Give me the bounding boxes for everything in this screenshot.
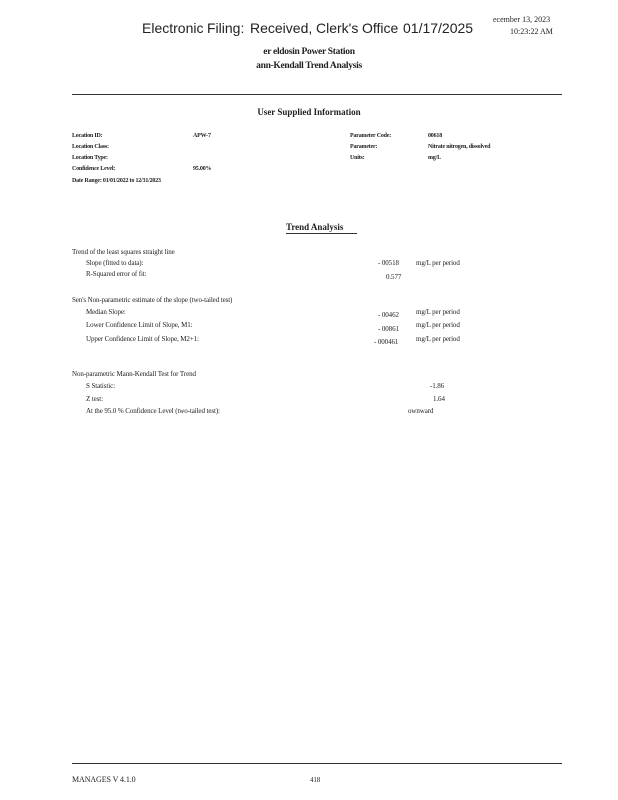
slope-units: mg/L per period [416, 259, 460, 267]
footer-rule [72, 763, 562, 764]
trend-result: ownward [408, 407, 434, 415]
slope-value: - 00518 [378, 259, 399, 267]
median-slope-units: mg/L per period [416, 308, 460, 316]
upper-limit-value: - 000461 [374, 338, 399, 346]
filing-stamp-word: Clerk's [316, 20, 359, 36]
software-version: MANAGES V 4.1.0 [72, 775, 136, 784]
median-slope-label: Median Slope: [86, 308, 126, 316]
header-rule [72, 94, 562, 95]
filing-stamp-word: Filing: [207, 20, 245, 36]
units-value: mg/L [428, 155, 441, 161]
lower-limit-label: Lower Confidence Limit of Slope, M1: [86, 321, 193, 329]
least-squares-heading: Trend of the least squares straight line [72, 248, 175, 256]
units-label: Units: [350, 155, 365, 161]
filing-stamp-date: 01/17/2025 [403, 20, 474, 36]
date-range: Date Range: 01/01/2022 to 12/31/2023 [72, 178, 161, 184]
report-time: 10:23:22 AM [510, 27, 553, 36]
upper-limit-label: Upper Confidence Limit of Slope, M2+1: [86, 335, 199, 343]
lower-limit-units: mg/L per period [416, 321, 460, 329]
report-title: er eldosin Power Station [263, 47, 355, 57]
filing-stamp-word: Office [362, 20, 399, 36]
location-class-label: Location Class: [72, 144, 109, 150]
sen-heading: Sen's Non-parametric estimate of the slope (two-tailed test) [72, 296, 233, 304]
report-subtitle: ann-Kendall Trend Analysis [256, 61, 362, 71]
filing-stamp-word: Electronic [142, 20, 204, 36]
lower-limit-value: - 00861 [378, 325, 399, 333]
confidence-label: Confidence Level: [72, 166, 116, 172]
confidence-value: 95.00% [193, 166, 212, 172]
z-test-label: Z test: [86, 395, 103, 403]
upper-limit-units: mg/L per period [416, 335, 460, 343]
param-code-value: 00618 [428, 133, 443, 139]
s-statistic-value: -1.86 [430, 382, 445, 390]
location-type-label: Location Type: [72, 155, 108, 161]
param-code-label: Parameter Code: [350, 133, 392, 139]
median-slope-value: - 00462 [378, 311, 399, 319]
report-date: ecember 13, 2023 [493, 15, 551, 24]
location-id-value: APW-7 [193, 133, 211, 139]
trend-analysis-title: Trend Analysis [286, 222, 357, 234]
filing-stamp-word: Received, [250, 20, 313, 36]
slope-label: Slope (fitted to data): [86, 259, 144, 267]
rsq-label: R-Squared error of fit: [86, 270, 147, 278]
parameter-value: Nitrate nitrogen, dissolved [428, 144, 491, 150]
parameter-label: Parameter: [350, 144, 378, 150]
mann-kendall-heading: Non-parametric Mann-Kendall Test for Trend [72, 370, 196, 378]
confidence-level-label: At the 95.0 % Confidence Level (two-tailed test): [86, 407, 220, 415]
location-id-label: Location ID: [72, 133, 103, 139]
z-test-value: 1.64 [433, 395, 445, 403]
user-info-title: User Supplied Information [257, 107, 361, 117]
rsq-value: 0.577 [386, 273, 402, 281]
page-number: 418 [310, 776, 321, 784]
s-statistic-label: S Statistic: [86, 382, 115, 390]
